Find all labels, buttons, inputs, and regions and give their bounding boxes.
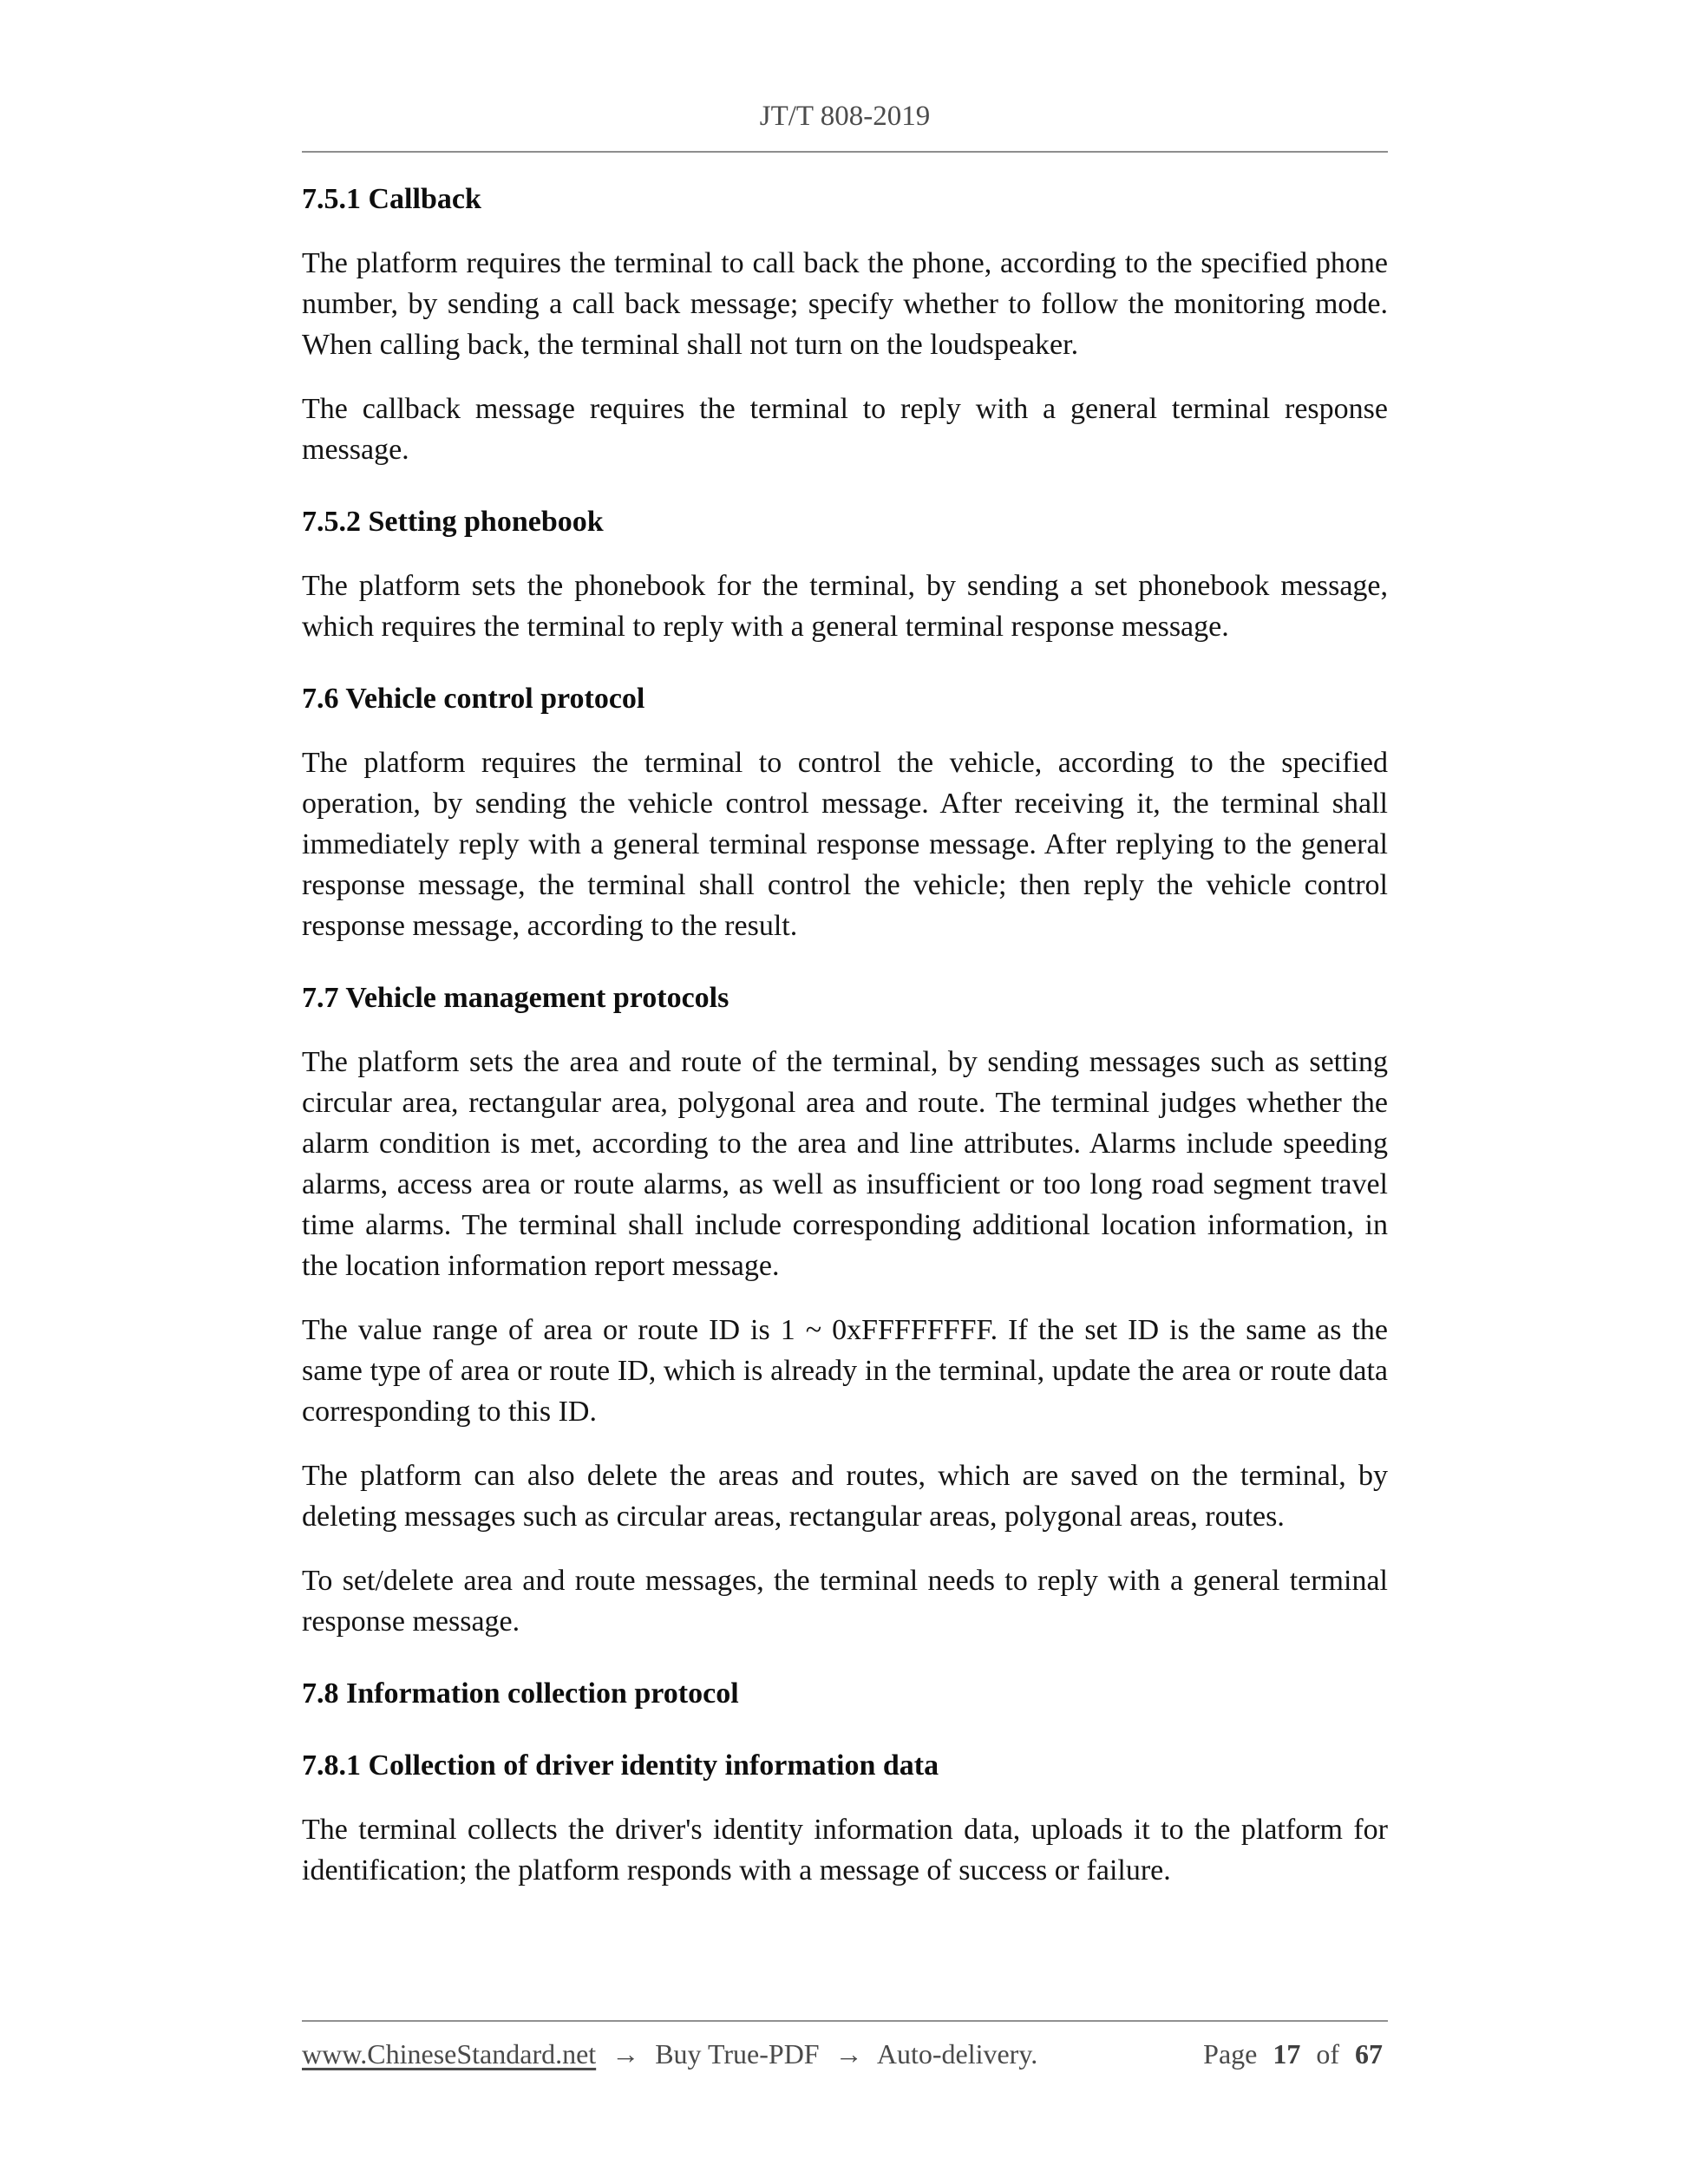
- page-content: [302, 0, 1388, 1914]
- page-of-label: of: [1316, 2038, 1339, 2070]
- footer-buy-label: Buy True-PDF: [655, 2038, 820, 2070]
- right-arrow-icon: →: [612, 2038, 640, 2070]
- header-rule: [302, 151, 1388, 153]
- page-total-number: 67: [1355, 2038, 1383, 2070]
- footer-rule: [302, 2020, 1388, 2022]
- paragraph-phonebook: The platform sets the phonebook for the terminal, by sending a set phonebook message, which requires the terminal to reply with a general terminal response message.: [302, 570, 1388, 643]
- paragraph-callback-1: The platform requires the terminal to call back the phone, according to the specified phone number, by sending a call back message; specify whether to follow the monitoring mode. When calling back, the terminal shall not turn on the loudspeaker.: [302, 247, 1388, 361]
- section-heading-7-8-1: 7.8.1 Collection of driver identity information data: [302, 1749, 939, 1782]
- paragraph-callback-2: The callback message requires the terminal to reply with a general terminal response message.: [302, 393, 1388, 466]
- section-heading-7-7: 7.7 Vehicle management protocols: [302, 982, 730, 1014]
- page-current-number: 17: [1273, 2038, 1301, 2070]
- page-label: Page: [1203, 2038, 1258, 2070]
- section-heading-7-5-1: 7.5.1 Callback: [302, 183, 481, 215]
- paragraph-vehicle-management-3: The platform can also delete the areas and routes, which are saved on the terminal, by deleting messages such as circular areas, rectangular areas, polygonal areas, routes.: [302, 1460, 1388, 1533]
- footer-delivery-label: Auto-delivery.: [876, 2038, 1038, 2070]
- paragraph-vehicle-management-1: The platform sets the area and route of the terminal, by sending messages such as setting circular area, rectangular area, polygonal area and route. The terminal judges whether the alarm condition is met, according to the area and line attributes. Alarms include speeding alarms, access area or route alarms, as well as insufficient or too long road segment travel time alarms. The terminal shall include corresponding additional location information, in the location information report message.: [302, 1046, 1388, 1282]
- paragraph-vehicle-control: The platform requires the terminal to control the vehicle, according to the specified operation, by sending the vehicle control message. After receiving it, the terminal shall immediately reply with a general terminal response message. After replying to the general response message, the terminal shall control the vehicle; then reply the vehicle control response message, according to the result.: [302, 747, 1388, 942]
- header-doc-number: JT/T 808-2019: [759, 101, 931, 132]
- paragraph-vehicle-management-2: The value range of area or route ID is 1 ~ 0xFFFFFFFF. If the set ID is the same as the same type of area or route ID, which is already in the terminal, update the area or route data corresponding to this ID.: [302, 1314, 1388, 1428]
- paragraph-driver-identity: The terminal collects the driver's identity information data, uploads it to the platform for identification; the platform responds with a message of success or failure.: [302, 1814, 1388, 1886]
- section-heading-7-8: 7.8 Information collection protocol: [302, 1677, 739, 1710]
- paragraph-vehicle-management-4: To set/delete area and route messages, the terminal needs to reply with a general terminal response message.: [302, 1565, 1388, 1638]
- footer-website-link[interactable]: www.ChineseStandard.net: [302, 2038, 597, 2070]
- footer-row: [302, 2037, 1388, 2071]
- section-heading-7-6: 7.6 Vehicle control protocol: [302, 683, 645, 715]
- footer-page-indicator: [1200, 2037, 1388, 2071]
- footer-left: [302, 2037, 1037, 2071]
- section-heading-7-5-2: 7.5.2 Setting phonebook: [302, 506, 604, 538]
- document-body: [302, 179, 1388, 1891]
- right-arrow-icon: →: [834, 2038, 863, 2070]
- page-footer: [302, 2020, 1388, 2071]
